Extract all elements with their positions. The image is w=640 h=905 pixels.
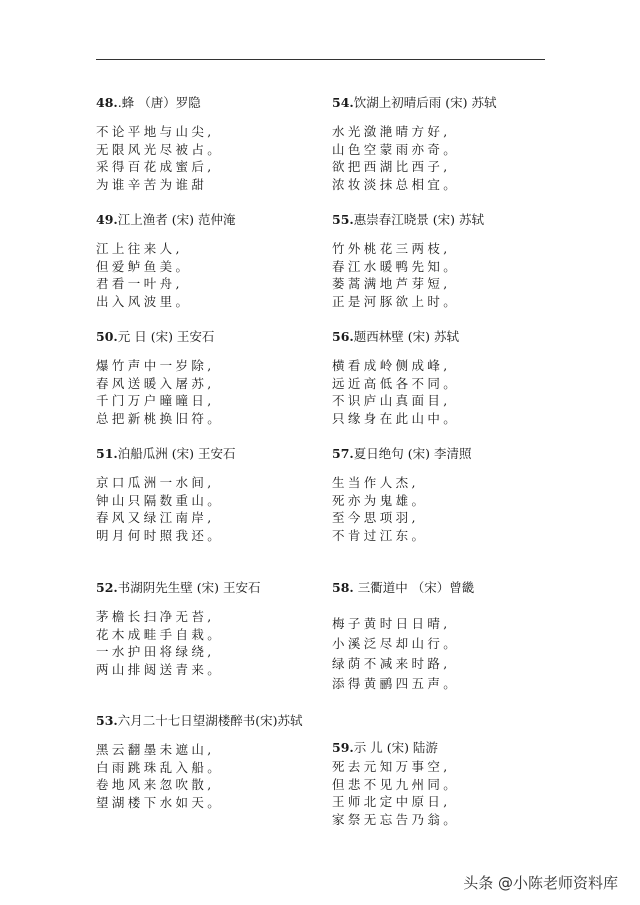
poem-line: 梅子黄时日日晴,	[332, 616, 451, 631]
poem-line: 黑云翻墨未遮山,	[96, 742, 215, 757]
poem-line: 茅檐长扫净无苔,	[96, 609, 215, 624]
poem-line: 远近高低各不同。	[332, 375, 460, 391]
poem-line: 白雨跳珠乱入船。	[96, 759, 224, 775]
poem-line: 正是河豚欲上时。	[332, 293, 460, 309]
poem-line: 山色空蒙雨亦奇。	[332, 141, 460, 157]
poem-line: 生当作人杰,	[332, 475, 419, 490]
poem-55	[332, 212, 484, 310]
poem-line: 横看成岭侧成峰,	[332, 358, 451, 373]
poem-line: 卷地风来忽吹散,	[96, 777, 215, 792]
poem-line: 明月何时照我还。	[96, 527, 224, 543]
poem-line: 水光潋滟晴方好,	[332, 124, 451, 139]
poem-title: 51.泊船瓜洲 (宋) 王安石	[96, 446, 236, 461]
poem-53	[96, 713, 303, 811]
poem-line: 添得黄鹂四五声。	[332, 676, 460, 691]
poem-line: 钟山只隔数重山。	[96, 492, 224, 508]
poem-line: 春风送暖入屠苏,	[96, 375, 215, 391]
poem-48	[96, 95, 223, 193]
poem-title: 55.惠崇春江晓景 (宋) 苏轼	[332, 212, 484, 227]
poem-56	[332, 329, 459, 427]
poem-line: 无限风光尽被占。	[96, 141, 224, 157]
poem-58	[332, 580, 474, 694]
poem-line: 望湖楼下水如天。	[96, 794, 224, 810]
poem-51	[96, 446, 235, 544]
poem-line: 但爱鲈鱼美。	[96, 258, 192, 274]
poem-line: 千门万户曈曈日,	[96, 393, 215, 408]
poem-line: 不肯过江东。	[332, 527, 428, 543]
poem-title: 49.江上渔者 (宋) 范仲淹	[96, 212, 236, 227]
watermark-text: 头条 @小陈老师资料库	[463, 874, 618, 892]
poem-title: 56.题西林壁 (宋) 苏轼	[332, 329, 459, 344]
poem-line: 两山排闼送青来。	[96, 661, 224, 677]
poem-line: 采得百花成蜜后,	[96, 159, 215, 174]
poem-line: 竹外桃花三两枝,	[332, 241, 451, 256]
poem-line: 不识庐山真面目,	[332, 393, 451, 408]
poem-line: 春风又绿江南岸,	[96, 510, 215, 525]
poem-line: 小溪泛尽却山行。	[332, 636, 460, 651]
poem-title: 57.夏日绝句 (宋) 李清照	[332, 446, 472, 461]
poem-title: 59.示 儿 (宋) 陆游	[332, 740, 438, 755]
poem-title: 54.饮湖上初晴后雨 (宋) 苏轼	[332, 95, 497, 110]
poem-line: 但悲不见九州同。	[332, 776, 460, 792]
poem-line: 蒌蒿满地芦芽短,	[332, 276, 451, 291]
poem-line: 江上往来人,	[96, 241, 183, 256]
poem-54	[332, 95, 496, 193]
poem-59	[332, 740, 459, 828]
poem-line: 春江水暖鸭先知。	[332, 258, 460, 274]
poem-49	[96, 212, 235, 310]
poem-line: 出入风波里。	[96, 293, 192, 309]
poem-line: 浓妆淡抹总相宜。	[332, 176, 460, 192]
poem-line: 总把新桃换旧符。	[96, 410, 224, 426]
header-rule	[96, 59, 545, 60]
poem-title: 50.元 日 (宋) 王安石	[96, 329, 215, 344]
poem-line: 一水护田将绿绕,	[96, 644, 215, 659]
poem-line: 爆竹声中一岁除,	[96, 358, 215, 373]
poem-57	[332, 446, 471, 544]
poem-line: 至今思项羽,	[332, 510, 419, 525]
poem-line: 君看一叶舟,	[96, 276, 183, 291]
poem-line: 死去元知万事空,	[332, 759, 451, 774]
poem-line: 家祭无忘告乃翁。	[332, 811, 460, 827]
poem-line: 绿荫不减来时路,	[332, 656, 451, 671]
poem-line: 京口瓜洲一水间,	[96, 475, 215, 490]
poem-title: 58. 三衢道中 （宋）曾畿	[332, 580, 475, 595]
poem-line: 王师北定中原日,	[332, 794, 451, 809]
poem-title: 52.书湖阴先生壁 (宋) 王安石	[96, 580, 261, 595]
poem-50	[96, 329, 223, 427]
poem-title: 48..蜂 （唐）罗隐	[96, 95, 201, 110]
poem-title: 53.六月二十七日望湖楼醉书(宋)苏轼	[96, 713, 303, 728]
poem-52	[96, 580, 260, 678]
poem-line: 为谁辛苦为谁甜	[96, 176, 208, 192]
poem-line: 只缘身在此山中。	[332, 410, 460, 426]
poem-line: 死亦为鬼雄。	[332, 492, 428, 508]
poem-line: 欲把西湖比西子,	[332, 159, 451, 174]
poem-line: 不论平地与山尖,	[96, 124, 215, 139]
poem-line: 花木成畦手自栽。	[96, 626, 224, 642]
